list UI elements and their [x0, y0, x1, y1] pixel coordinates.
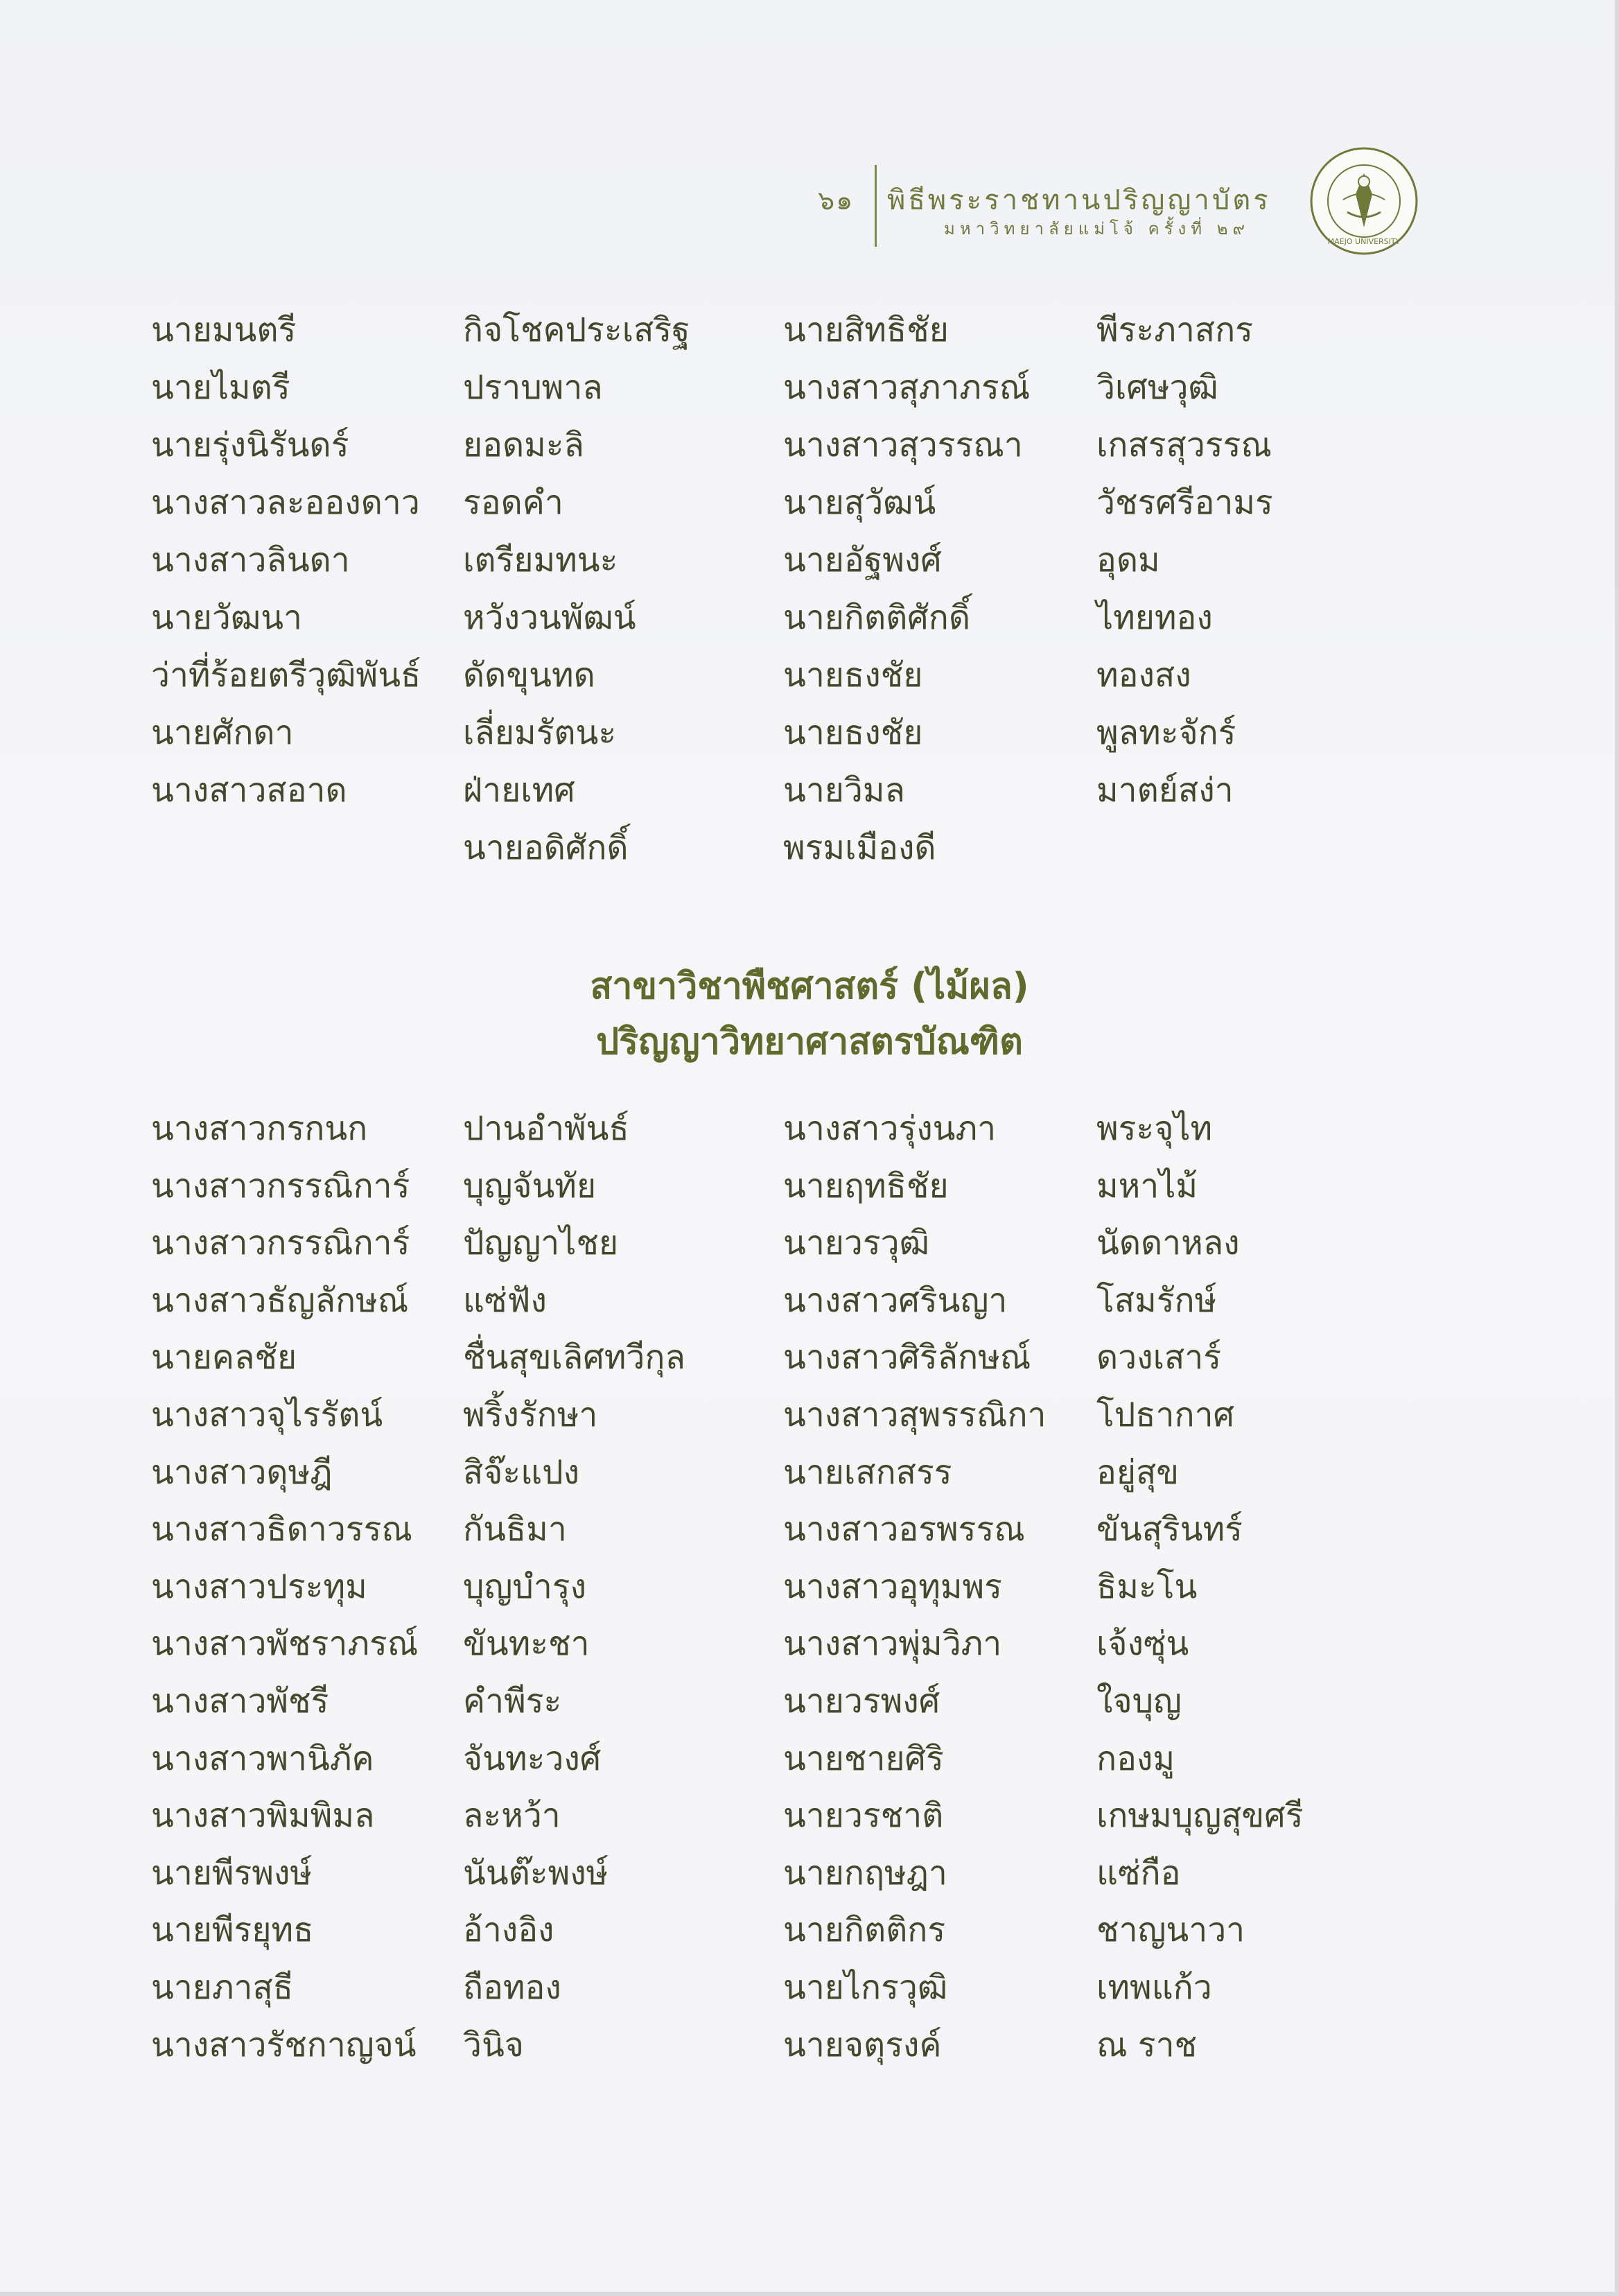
- given-name: นายอัฐพงศ์: [783, 541, 942, 580]
- given-name: นางสาวดุษฎี: [151, 1453, 333, 1492]
- given-name: นายวัฒนา: [151, 598, 302, 637]
- given-name: นางสาวกรรณิการ์: [151, 1167, 410, 1206]
- given-name: นางสาวรุ่งนภา: [783, 1109, 997, 1148]
- surname: ชื่นสุขเลิศทวีกุล: [463, 1338, 685, 1377]
- surname: เจ้งซุ่น: [1096, 1624, 1189, 1663]
- given-name: นายไกรวุฒิ: [783, 1968, 948, 2007]
- surname: กันธิมา: [463, 1510, 567, 1549]
- given-name: นายภาสุธี: [151, 1968, 294, 2007]
- given-name: นายกิตติกร: [783, 1911, 946, 1949]
- surname: นันต๊ะพงษ์: [463, 1854, 609, 1893]
- surname: รอดคำ: [463, 483, 563, 522]
- given-name: นางสาวจุไรรัตน์: [151, 1395, 383, 1434]
- given-name: นายชายศิริ: [783, 1739, 944, 1778]
- surname: เกษมบุญสุขศรี: [1096, 1796, 1304, 1835]
- surname: อุดม: [1096, 541, 1160, 580]
- given-name: นายจตุรงค์: [783, 2026, 942, 2064]
- given-name: นางสาวอรพรรณ: [783, 1510, 1025, 1549]
- given-name: นายพีรพงษ์: [151, 1854, 313, 1893]
- surname: ขันสุรินทร์: [1096, 1510, 1243, 1549]
- surname: ปานอำพันธ์: [463, 1109, 629, 1148]
- surname: พระจุไท: [1096, 1109, 1213, 1148]
- surname: แซ่ฟัง: [463, 1281, 547, 1320]
- given-name: นางสาวศรินญา: [783, 1281, 1008, 1320]
- given-name: นางสาวสุภาภรณ์: [783, 368, 1031, 407]
- surname: ธิมะโน: [1096, 1567, 1198, 1606]
- given-name: นางสาวสุพรรณิกา: [783, 1395, 1047, 1434]
- given-name: นางสาวกรรณิการ์: [151, 1224, 410, 1262]
- surname: สิจ๊ะแปง: [463, 1453, 580, 1492]
- surname: ณ ราช: [1096, 2026, 1198, 2064]
- given-name: นายพีรยุทธ: [151, 1911, 314, 1949]
- surname: ดัดขุนทด: [463, 656, 595, 695]
- page-number: ๖๑: [818, 185, 855, 216]
- surname: นัดดาหลง: [1096, 1224, 1240, 1262]
- surname: โสมรักษ์: [1096, 1281, 1217, 1320]
- surname: พูลทะจักร์: [1096, 713, 1236, 752]
- given-name: นางสาวละอองดาว: [151, 483, 420, 522]
- given-name: นางสาวประทุม: [151, 1567, 367, 1606]
- given-name: นางสาวธัญลักษณ์: [151, 1281, 409, 1320]
- given-name: นางสาวธิดาวรรณ: [151, 1510, 412, 1549]
- surname: เทพแก้ว: [1096, 1968, 1212, 2007]
- given-name: นางสาวกรกนก: [151, 1109, 368, 1148]
- surname: ชาญนาวา: [1096, 1911, 1245, 1949]
- degree-title: ปริญญาวิทยาศาสตรบัณฑิต: [596, 1021, 1023, 1063]
- surname: หวังวนพัฒน์: [463, 598, 636, 637]
- given-name: นายไมตรี: [151, 368, 290, 407]
- surname: กองมู: [1096, 1739, 1175, 1778]
- surname: กิจโชคประเสริฐ: [463, 311, 690, 349]
- surname: พริ้งรักษา: [463, 1395, 598, 1434]
- given-name: นายรุ่งนิรันดร์: [151, 426, 349, 464]
- surname: ทองสง: [1096, 656, 1191, 695]
- given-name: นายเสกสรร: [783, 1453, 952, 1492]
- given-name: ว่าที่ร้อยตรีวุฒิพันธ์: [151, 656, 421, 695]
- given-name: นายวรพงศ์: [783, 1682, 940, 1721]
- given-name: นางสาวอุทุมพร: [783, 1567, 1002, 1606]
- seal-text-bottom: MAEJO UNIVERSITY: [1327, 237, 1401, 246]
- surname: ละหว้า: [463, 1796, 561, 1835]
- surname: เกสรสุวรรณ: [1096, 426, 1272, 464]
- surname: บุญบำรุง: [463, 1567, 587, 1606]
- given-name: นางสาวสุวรรณา: [783, 426, 1023, 464]
- surname: บุญจันทัย: [463, 1167, 597, 1206]
- given-name: นางสาวศิริลักษณ์: [783, 1338, 1031, 1377]
- section-title: สาขาวิชาพืชศาสตร์ (ไม้ผล): [590, 966, 1029, 1007]
- given-name: นางสาวพุ่มวิภา: [783, 1624, 1002, 1663]
- surname: อยู่สุข: [1096, 1453, 1180, 1492]
- surname: ยอดมะลิ: [463, 426, 584, 464]
- given-name: นายวรวุฒิ: [783, 1224, 929, 1262]
- university-seal-icon: [1309, 146, 1419, 256]
- given-name: นายกิตติศักดิ์: [783, 598, 970, 637]
- given-name: นายกฤษฎา: [783, 1854, 947, 1893]
- surname: วินิจ: [463, 2026, 524, 2064]
- given-name: นางสาวรัชกาญจน์: [151, 2026, 417, 2064]
- surname: วิเศษวุฒิ: [1096, 368, 1218, 407]
- surname: ดวงเสาร์: [1096, 1338, 1221, 1377]
- surname: ขันทะชา: [463, 1624, 590, 1663]
- given-name: นางสาวพานิภัค: [151, 1739, 374, 1778]
- surname: เตรียมทนะ: [463, 541, 618, 580]
- surname: ใจบุญ: [1096, 1682, 1182, 1721]
- given-name: นายสุวัฒน์: [783, 483, 936, 522]
- given-name: พรมเมืองดี: [783, 828, 936, 867]
- given-name: นายศักดา: [151, 713, 294, 752]
- header-subtitle: มหาวิทยาลัยแม่โจ้ ครั้งที่ ๒๙: [944, 219, 1250, 238]
- given-name: นางสาวพิมพิมล: [151, 1796, 375, 1835]
- surname: ไทยทอง: [1096, 598, 1213, 637]
- surname: โปธากาศ: [1096, 1395, 1234, 1434]
- given-name: นางสาวสอาด: [151, 771, 347, 810]
- surname: ถือทอง: [463, 1968, 561, 2007]
- header-title: พิธีพระราชทานปริญญาบัตร: [887, 184, 1271, 216]
- surname: แซ่กือ: [1096, 1854, 1181, 1893]
- given-name: นายมนตรี: [151, 311, 297, 349]
- surname: มหาไม้: [1096, 1167, 1198, 1206]
- surname: เลี่ยมรัตนะ: [463, 713, 617, 752]
- surname: วัชรศรีอามร: [1096, 483, 1273, 522]
- surname: ปราบพาล: [463, 368, 603, 407]
- given-name: นายฤทธิชัย: [783, 1167, 949, 1206]
- header-divider: [875, 165, 877, 247]
- surname: นายอดิศักดิ์: [463, 828, 629, 867]
- surname: พีระภาสกร: [1096, 311, 1253, 349]
- given-name: นายสิทธิชัย: [783, 311, 949, 349]
- surname: มาตย์สง่า: [1096, 771, 1234, 810]
- surname: ฝ่ายเทศ: [463, 771, 575, 810]
- surname: ปัญญาไชย: [463, 1224, 619, 1262]
- surname: อ้างอิง: [463, 1911, 554, 1949]
- surname: จันทะวงศ์: [463, 1739, 602, 1778]
- given-name: นางสาวพัชรี: [151, 1682, 329, 1721]
- given-name: นางสาวลินดา: [151, 541, 350, 580]
- given-name: นายธงชัย: [783, 713, 923, 752]
- given-name: นางสาวพัชราภรณ์: [151, 1624, 419, 1663]
- given-name: นายคลชัย: [151, 1338, 297, 1377]
- surname: คำพีระ: [463, 1682, 562, 1721]
- given-name: นายวิมล: [783, 771, 905, 810]
- given-name: นายวรชาติ: [783, 1796, 944, 1835]
- given-name: นายธงชัย: [783, 656, 923, 695]
